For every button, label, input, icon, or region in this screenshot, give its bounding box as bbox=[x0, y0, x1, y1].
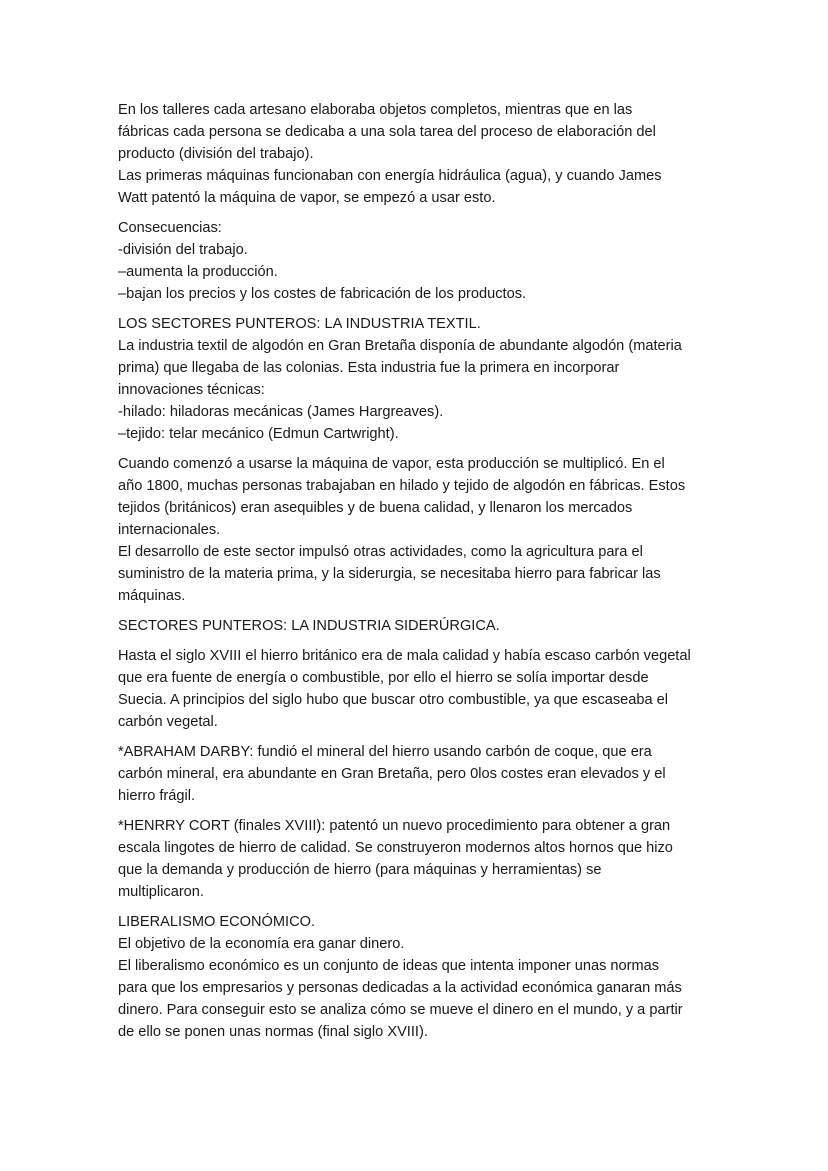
text-line: carbón mineral, era abundante en Gran Bretaña, pero 0los costes eran elevados y el bbox=[118, 766, 666, 782]
text-line: año 1800, muchas personas trabajaban en hilado y tejido de algodón en fábricas. Estos bbox=[118, 478, 686, 494]
text-line: dinero. Para conseguir esto se analiza cómo se mueve el dinero en el mundo, y a partir bbox=[118, 1002, 683, 1018]
list-item: –bajan los precios y los costes de fabricación de los productos. bbox=[118, 286, 527, 302]
text-line: suministro de la materia prima, y la siderurgia, se necesitaba hierro para fabricar las bbox=[118, 566, 661, 582]
text-line: *ABRAHAM DARBY: fundió el mineral del hierro usando carbón de coque, que era bbox=[118, 744, 652, 760]
text-line: hierro frágil. bbox=[118, 788, 196, 804]
paragraph-steam-production bbox=[118, 453, 708, 607]
paragraph-consequences bbox=[118, 217, 708, 305]
section-heading: SECTORES PUNTEROS: LA INDUSTRIA SIDERÚRGICA. bbox=[118, 618, 500, 634]
text-line: Hasta el siglo XVIII el hierro británico era de mala calidad y había escaso carbón vegetal bbox=[118, 648, 691, 664]
section-heading: LIBERALISMO ECONÓMICO. bbox=[118, 914, 316, 930]
text-line: La industria textil de algodón en Gran Bretaña disponía de abundante algodón (materia bbox=[118, 338, 682, 354]
text-line: El objetivo de la economía era ganar dinero. bbox=[118, 936, 405, 952]
text-line: Watt patentó la máquina de vapor, se empezó a usar esto. bbox=[118, 190, 496, 206]
list-item: –tejido: telar mecánico (Edmun Cartwright). bbox=[118, 426, 399, 442]
text-line: fábricas cada persona se dedicaba a una sola tarea del proceso de elaboración del bbox=[118, 124, 656, 140]
section-steel-industry-heading bbox=[118, 615, 708, 637]
text-line: carbón vegetal. bbox=[118, 714, 218, 730]
text-line: *HENRRY CORT (finales XVIII): patentó un nuevo procedimiento para obtener a gran bbox=[118, 818, 671, 834]
text-line: producto (división del trabajo). bbox=[118, 146, 314, 162]
text-line: escala lingotes de hierro de calidad. Se construyeron modernos altos hornos que hizo bbox=[118, 840, 673, 856]
paragraph-abraham-darby bbox=[118, 741, 708, 807]
text-line: que era fuente de energía o combustible, por ello el hierro se solía importar desde bbox=[118, 670, 649, 686]
text-line: En los talleres cada artesano elaboraba objetos completos, mientras que en las bbox=[118, 102, 633, 118]
text-line: internacionales. bbox=[118, 522, 221, 538]
text-line: prima) que llegaba de las colonias. Esta industria fue la primera en incorporar bbox=[118, 360, 620, 376]
paragraph-british-iron bbox=[118, 645, 708, 733]
text-line: El desarrollo de este sector impulsó otras actividades, como la agricultura para el bbox=[118, 544, 643, 560]
text-line: tejidos (británicos) eran asequibles y de buena calidad, y llenaron los mercados bbox=[118, 500, 633, 516]
text-line: Suecia. A principios del siglo hubo que buscar otro combustible, ya que escaseaba el bbox=[118, 692, 669, 708]
text-line: Las primeras máquinas funcionaban con energía hidráulica (agua), y cuando James bbox=[118, 168, 662, 184]
section-textile-industry bbox=[118, 313, 708, 445]
text-line: para que los empresarios y personas dedicadas a la actividad económica ganaran más bbox=[118, 980, 682, 996]
text-line: que la demanda y producción de hierro (para máquinas y herramientas) se bbox=[118, 862, 602, 878]
text-line: multiplicaron. bbox=[118, 884, 204, 900]
list-item: -división del trabajo. bbox=[118, 242, 248, 258]
paragraph-henrry-cort bbox=[118, 815, 708, 903]
list-item: –aumenta la producción. bbox=[118, 264, 278, 280]
text-line: Consecuencias: bbox=[118, 220, 222, 236]
paragraph-workshops bbox=[118, 99, 708, 209]
section-economic-liberalism bbox=[118, 911, 708, 1043]
text-line: de ello se ponen unas normas (final siglo XVIII). bbox=[118, 1024, 428, 1040]
text-line: máquinas. bbox=[118, 588, 186, 604]
text-line: innovaciones técnicas: bbox=[118, 382, 265, 398]
text-line: El liberalismo económico es un conjunto de ideas que intenta imponer unas normas bbox=[118, 958, 660, 974]
list-item: -hilado: hiladoras mecánicas (James Hargreaves). bbox=[118, 404, 444, 420]
text-line: Cuando comenzó a usarse la máquina de vapor, esta producción se multiplicó. En el bbox=[118, 456, 665, 472]
document-page bbox=[118, 99, 708, 1051]
section-heading: LOS SECTORES PUNTEROS: LA INDUSTRIA TEXTIL. bbox=[118, 316, 481, 332]
